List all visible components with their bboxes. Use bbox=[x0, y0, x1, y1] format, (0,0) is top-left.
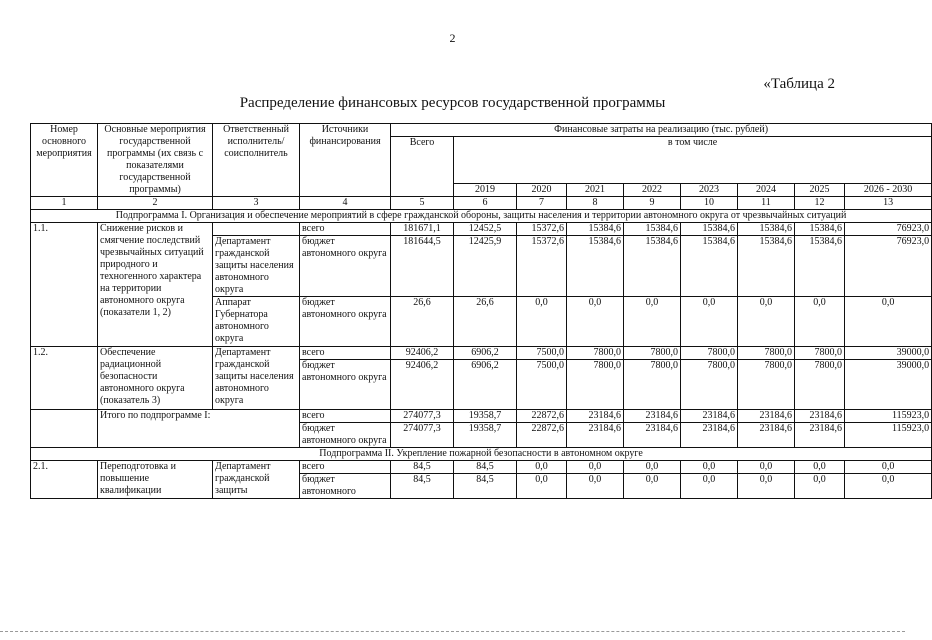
value-cell: 22872,6 bbox=[517, 410, 567, 423]
executor-cell: Департамент гражданской защиты bbox=[213, 461, 300, 499]
executor-cell: Департамент гражданской защиты населения автономного округа bbox=[213, 347, 300, 410]
value-cell: 15384,6 bbox=[681, 236, 738, 297]
value-cell: 23184,6 bbox=[567, 423, 624, 448]
measure-name: Переподготовка и повышение квалификации bbox=[98, 461, 213, 499]
value-cell: 6906,2 bbox=[454, 360, 517, 410]
source-total: всего bbox=[300, 223, 391, 236]
value-cell: 15384,6 bbox=[567, 223, 624, 236]
header-financial-costs: Финансовые затраты на реализацию (тыс. рублей) bbox=[391, 124, 932, 137]
header-year: 2019 bbox=[454, 184, 517, 197]
value-cell: 15384,6 bbox=[624, 223, 681, 236]
value-cell: 0,0 bbox=[738, 474, 795, 499]
source-cell: бюджет автономного округа bbox=[300, 297, 391, 347]
value-cell: 23184,6 bbox=[738, 410, 795, 423]
value-cell: 0,0 bbox=[517, 297, 567, 347]
executor-cell: Департамент гражданской защиты населения автономного округа bbox=[213, 236, 300, 297]
value-cell: 23184,6 bbox=[795, 423, 845, 448]
value-cell: 181671,1 bbox=[391, 223, 454, 236]
value-cell: 0,0 bbox=[681, 461, 738, 474]
value-cell: 115923,0 bbox=[845, 410, 932, 423]
source-total: всего bbox=[300, 347, 391, 360]
column-number: 11 bbox=[738, 197, 795, 210]
value-cell: 39000,0 bbox=[845, 360, 932, 410]
value-cell: 0,0 bbox=[624, 297, 681, 347]
subprogram-2-title: Подпрограмма II. Укрепление пожарной безопасности в автономном округе bbox=[31, 448, 932, 461]
value-cell: 19358,7 bbox=[454, 423, 517, 448]
value-cell: 15372,6 bbox=[517, 236, 567, 297]
value-cell: 23184,6 bbox=[624, 423, 681, 448]
value-cell: 23184,6 bbox=[795, 410, 845, 423]
value-cell: 23184,6 bbox=[567, 410, 624, 423]
value-cell: 76923,0 bbox=[845, 236, 932, 297]
header-col-number: Номер основного мероприятия bbox=[31, 124, 98, 197]
column-number: 2 bbox=[98, 197, 213, 210]
value-cell: 7800,0 bbox=[624, 347, 681, 360]
value-cell: 7800,0 bbox=[738, 347, 795, 360]
financial-resources-table bbox=[30, 123, 932, 499]
value-cell: 26,6 bbox=[391, 297, 454, 347]
value-cell: 0,0 bbox=[845, 474, 932, 499]
value-cell: 26,6 bbox=[454, 297, 517, 347]
subprogram-row bbox=[31, 210, 932, 223]
table-label: «Таблица 2 bbox=[763, 76, 835, 92]
column-number: 4 bbox=[300, 197, 391, 210]
header-year: 2025 bbox=[795, 184, 845, 197]
value-cell: 0,0 bbox=[517, 474, 567, 499]
measure-name: Обеспечение радиационной безопасности автономного округа (показатель 3) bbox=[98, 347, 213, 410]
measure-name: Снижение рисков и смягчение последствий чрезвычайных ситуаций природного и техногенного характера на территории автономного округа (показатели 1, 2) bbox=[98, 223, 213, 347]
value-cell: 15372,6 bbox=[517, 223, 567, 236]
subprogram-1-total-label: Итого по подпрограмме I: bbox=[98, 410, 300, 448]
column-number: 3 bbox=[213, 197, 300, 210]
value-cell: 39000,0 bbox=[845, 347, 932, 360]
value-cell: 7800,0 bbox=[795, 347, 845, 360]
value-cell: 7800,0 bbox=[681, 347, 738, 360]
column-number: 9 bbox=[624, 197, 681, 210]
value-cell: 7800,0 bbox=[567, 360, 624, 410]
value-cell: 0,0 bbox=[624, 461, 681, 474]
column-number: 13 bbox=[845, 197, 932, 210]
column-number: 8 bbox=[567, 197, 624, 210]
value-cell: 0,0 bbox=[567, 297, 624, 347]
header-year: 2023 bbox=[681, 184, 738, 197]
total-number-cell bbox=[31, 410, 98, 448]
header-including: в том числе bbox=[454, 137, 932, 184]
value-cell: 7800,0 bbox=[738, 360, 795, 410]
value-cell: 15384,6 bbox=[795, 223, 845, 236]
value-cell: 0,0 bbox=[567, 474, 624, 499]
value-cell: 7800,0 bbox=[795, 360, 845, 410]
value-cell: 23184,6 bbox=[624, 410, 681, 423]
value-cell: 22872,6 bbox=[517, 423, 567, 448]
column-number-row bbox=[31, 197, 932, 210]
value-cell: 84,5 bbox=[454, 461, 517, 474]
source-cell: бюджет автономного bbox=[300, 474, 391, 499]
header-year: 2021 bbox=[567, 184, 624, 197]
column-number: 10 bbox=[681, 197, 738, 210]
value-cell: 19358,7 bbox=[454, 410, 517, 423]
measure-number: 1.2. bbox=[31, 347, 98, 410]
column-number: 12 bbox=[795, 197, 845, 210]
column-number: 6 bbox=[454, 197, 517, 210]
page-bottom-divider bbox=[0, 631, 905, 632]
table-row bbox=[31, 347, 932, 360]
value-cell: 6906,2 bbox=[454, 347, 517, 360]
column-number: 1 bbox=[31, 197, 98, 210]
value-cell: 12452,5 bbox=[454, 223, 517, 236]
header-col-executor: Ответственный исполнитель/ соисполнитель bbox=[213, 124, 300, 197]
executor-cell bbox=[213, 223, 300, 236]
value-cell: 0,0 bbox=[795, 461, 845, 474]
column-number: 7 bbox=[517, 197, 567, 210]
value-cell: 0,0 bbox=[681, 474, 738, 499]
value-cell: 0,0 bbox=[738, 461, 795, 474]
value-cell: 115923,0 bbox=[845, 423, 932, 448]
value-cell: 7500,0 bbox=[517, 360, 567, 410]
header-year: 2020 bbox=[517, 184, 567, 197]
value-cell: 23184,6 bbox=[681, 410, 738, 423]
source-cell: бюджет автономного округа bbox=[300, 423, 391, 448]
value-cell: 92406,2 bbox=[391, 360, 454, 410]
value-cell: 84,5 bbox=[391, 461, 454, 474]
value-cell: 15384,6 bbox=[567, 236, 624, 297]
measure-number: 2.1. bbox=[31, 461, 98, 499]
header-total: Всего bbox=[391, 137, 454, 197]
table-row bbox=[31, 223, 932, 236]
header-year: 2024 bbox=[738, 184, 795, 197]
value-cell: 15384,6 bbox=[624, 236, 681, 297]
value-cell: 274077,3 bbox=[391, 410, 454, 423]
value-cell: 7800,0 bbox=[681, 360, 738, 410]
header-row bbox=[31, 124, 932, 137]
value-cell: 0,0 bbox=[795, 474, 845, 499]
value-cell: 0,0 bbox=[795, 297, 845, 347]
value-cell: 274077,3 bbox=[391, 423, 454, 448]
value-cell: 84,5 bbox=[391, 474, 454, 499]
value-cell: 76923,0 bbox=[845, 223, 932, 236]
value-cell: 0,0 bbox=[845, 461, 932, 474]
value-cell: 0,0 bbox=[738, 297, 795, 347]
table-row bbox=[31, 410, 932, 423]
value-cell: 15384,6 bbox=[738, 236, 795, 297]
executor-cell: Аппарат Губернатора автономного округа bbox=[213, 297, 300, 347]
value-cell: 0,0 bbox=[624, 474, 681, 499]
value-cell: 23184,6 bbox=[738, 423, 795, 448]
value-cell: 7500,0 bbox=[517, 347, 567, 360]
subprogram-row bbox=[31, 448, 932, 461]
table-row bbox=[31, 461, 932, 474]
document-title: Распределение финансовых ресурсов государственной программы bbox=[239, 95, 666, 111]
value-cell: 23184,6 bbox=[681, 423, 738, 448]
value-cell: 0,0 bbox=[517, 461, 567, 474]
header-year: 2026 - 2030 bbox=[845, 184, 932, 197]
value-cell: 7800,0 bbox=[567, 347, 624, 360]
value-cell: 15384,6 bbox=[795, 236, 845, 297]
value-cell: 0,0 bbox=[567, 461, 624, 474]
header-year: 2022 bbox=[624, 184, 681, 197]
value-cell: 84,5 bbox=[454, 474, 517, 499]
value-cell: 181644,5 bbox=[391, 236, 454, 297]
value-cell: 0,0 bbox=[681, 297, 738, 347]
subprogram-1-title: Подпрограмма I. Организация и обеспечение мероприятий в сфере гражданской обороны, защиты населения и территории автономного округа от чрезвычайных ситуаций bbox=[31, 210, 932, 223]
column-number: 5 bbox=[391, 197, 454, 210]
value-cell: 15384,6 bbox=[681, 223, 738, 236]
value-cell: 12425,9 bbox=[454, 236, 517, 297]
source-cell: бюджет автономного округа bbox=[300, 360, 391, 410]
header-col-sources: Источники финансирования bbox=[300, 124, 391, 197]
measure-number: 1.1. bbox=[31, 223, 98, 347]
source-total: всего bbox=[300, 461, 391, 474]
value-cell: 92406,2 bbox=[391, 347, 454, 360]
page-number: 2 bbox=[449, 31, 456, 45]
source-total: всего bbox=[300, 410, 391, 423]
header-col-measures: Основные мероприятия государственной программы (их связь с показателями государственной программы) bbox=[98, 124, 213, 197]
value-cell: 7800,0 bbox=[624, 360, 681, 410]
source-cell: бюджет автономного округа bbox=[300, 236, 391, 297]
value-cell: 15384,6 bbox=[738, 223, 795, 236]
value-cell: 0,0 bbox=[845, 297, 932, 347]
